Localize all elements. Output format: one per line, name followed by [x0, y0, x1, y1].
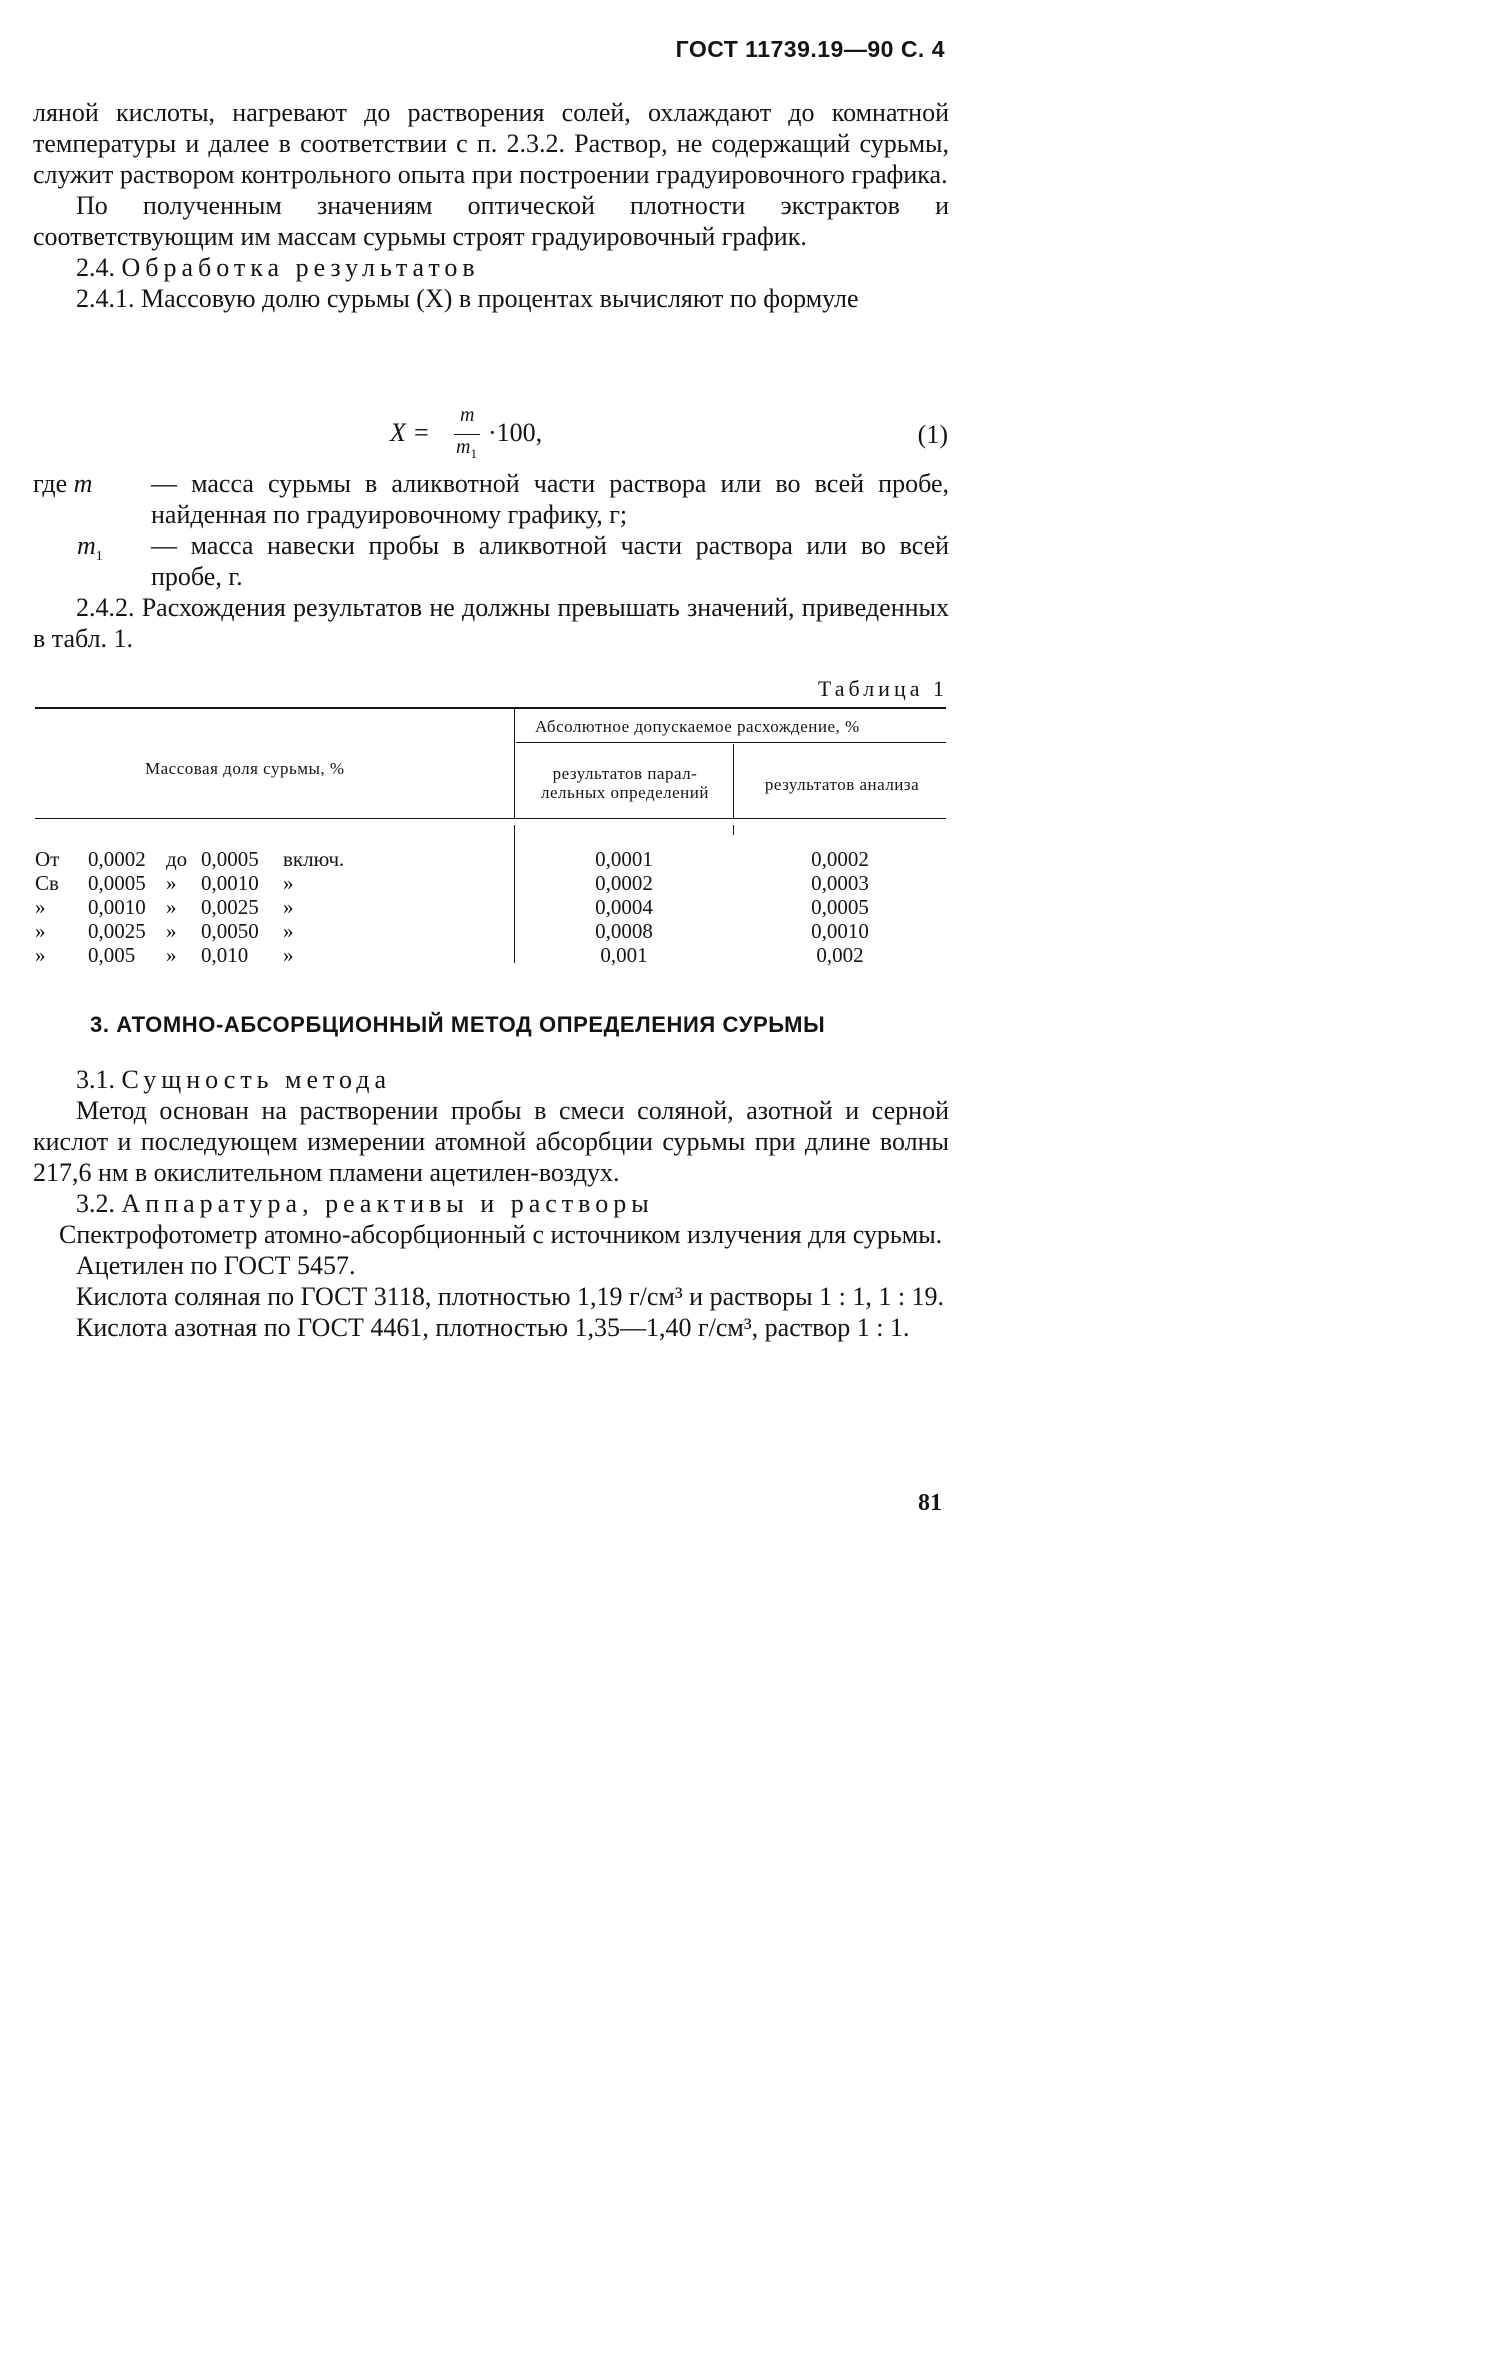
definition-m1: $m_1$ — масса навески пробы в аликвотной части раствора или во всей пробе, г.	[77, 531, 949, 591]
table-row	[35, 847, 505, 871]
table-divider-tick	[733, 825, 734, 835]
table-cell: »	[283, 943, 294, 967]
table-cell: 0,0005	[201, 847, 259, 871]
table-body-col2	[517, 847, 731, 967]
definitions-block	[33, 468, 949, 654]
table-cell: включ.	[283, 847, 345, 871]
table-cell: »	[35, 919, 46, 943]
table-cell-analysis: 0,0005	[811, 895, 869, 919]
table-cell-analysis: 0,0010	[811, 919, 869, 943]
paragraph-2-4-2: 2.4.2. Расхождения результатов не должны превышать значений, приведенных в табл. 1.	[33, 593, 949, 653]
running-header: ГОСТ 11739.19—90 С. 4	[675, 36, 945, 62]
document-page	[0, 0, 990, 1554]
page-number: 81	[918, 1490, 942, 1516]
definition-m: где m — масса сурьмы в аликвотной части раствора или во всей пробе, найденная по градуировочному графику, г;	[33, 469, 949, 529]
table-cell: »	[166, 919, 177, 943]
table-cell: 0,0005	[88, 871, 146, 895]
item-acetylene: Ацетилен по ГОСТ 5457.	[76, 1251, 356, 1280]
table-divider	[733, 744, 734, 819]
table-cell: »	[35, 895, 46, 919]
table-header-rule	[35, 818, 946, 819]
formula-lhs: X	[390, 418, 406, 447]
text-block-top	[33, 97, 949, 314]
formula-numerator: m	[460, 404, 475, 426]
item-nitric-acid: Кислота азотная по ГОСТ 4461, плотностью 1,35—1,40 г/см³, раствор 1 : 1.	[76, 1313, 910, 1342]
section-2-4-heading	[33, 252, 949, 283]
column-group-header: Абсолютное допускаемое расхождение, %	[535, 717, 860, 736]
column-header-analysis: результатов анализа	[764, 775, 920, 794]
paragraph-3-1: Метод основан на растворении пробы в смеси соляной, азотной и серной кислот и последующем измерении атомной абсорбции сурьмы при длине волны 217,6 нм в окислительном пламени ацетилен-воздух.	[33, 1096, 949, 1187]
table-cell: 0,0025	[88, 919, 146, 943]
table-row	[35, 943, 505, 967]
table-cell-parallel: 0,0002	[595, 871, 653, 895]
table-cell: Св	[35, 871, 59, 895]
table-cell: 0,0002	[88, 847, 146, 871]
table-cell: 0,005	[88, 943, 136, 967]
section-number: 2.4.	[76, 253, 115, 282]
formula-number: (1)	[917, 420, 948, 449]
table-cell: 0,0010	[88, 895, 146, 919]
column-header-parallel: результатов парал- лельных определений	[541, 764, 709, 802]
section-3-1-heading: 3.1. Сущность метода	[76, 1065, 392, 1094]
section-title: Обработка результатов	[121, 253, 480, 282]
item-spectrophotometer: Спектрофотометр атомно-абсорбционный с источником излучения для сурьмы.	[59, 1220, 943, 1249]
formula-denominator: $m_1$	[456, 436, 477, 461]
section-3-2-heading: 3.2. Аппаратура, реактивы и растворы	[76, 1189, 654, 1218]
paragraph-continuation: ляной кислоты, нагревают до растворения солей, охлаждают до комнатной температуры и далее в соответствии с п. 2.3.2. Раствор, не содержащий сурьмы, служит раствором контрольного опыта при построении градуировочного графика.	[33, 98, 949, 189]
table-cell: От	[35, 847, 60, 871]
table-cell-parallel: 0,0004	[595, 895, 653, 919]
fraction-bar	[454, 434, 480, 435]
table-cell: до	[166, 847, 188, 871]
table-cell-parallel: 0,0001	[595, 847, 653, 871]
column-header-mass-fraction: Массовая доля сурьмы, %	[145, 759, 345, 778]
table-divider	[514, 709, 515, 819]
table-cell: »	[166, 895, 177, 919]
table-1	[35, 707, 946, 967]
table-cell: 0,010	[201, 943, 249, 967]
paragraph-2-4-1: 2.4.1. Массовую долю сурьмы (X) в процентах вычисляют по формуле	[76, 284, 859, 313]
table-cell: 0,0050	[201, 919, 259, 943]
table-cell-analysis: 0,002	[816, 943, 864, 967]
table-cell-parallel: 0,001	[600, 943, 648, 967]
table-body-col3	[735, 847, 945, 967]
table-cell: »	[283, 895, 294, 919]
table-row	[35, 919, 505, 943]
table-top-rule	[35, 707, 946, 709]
table-cell-parallel: 0,0008	[595, 919, 653, 943]
table-cell-analysis: 0,0002	[811, 847, 869, 871]
section-3-heading: 3. АТОМНО-АБСОРБЦИОННЫЙ МЕТОД ОПРЕДЕЛЕНИЯ СУРЬМЫ	[90, 1012, 826, 1037]
table-row	[35, 871, 505, 895]
text-block-section-3	[33, 1064, 949, 1343]
paragraph-calibration: По полученным значениям оптической плотности экстрактов и соответствующим им массам сурьмы строят градуировочный график.	[33, 191, 949, 251]
formula-multiplier: ·100,	[488, 418, 543, 447]
table-cell: »	[35, 943, 46, 967]
table-caption: Таблица 1	[817, 676, 948, 701]
table-cell: 0,0010	[201, 871, 259, 895]
table-cell: 0,0025	[201, 895, 259, 919]
table-row	[35, 895, 505, 919]
item-hydrochloric-acid: Кислота соляная по ГОСТ 3118, плотностью 1,19 г/см³ и растворы 1 : 1, 1 : 19.	[76, 1282, 945, 1311]
table-cell-analysis: 0,0003	[811, 871, 869, 895]
table-group-rule	[516, 742, 946, 743]
table-cell: »	[166, 871, 177, 895]
formula-equals: =	[414, 418, 429, 447]
table-divider	[514, 825, 515, 963]
table-cell: »	[283, 919, 294, 943]
table-cell: »	[283, 871, 294, 895]
table-cell: »	[166, 943, 177, 967]
table-body-col1	[35, 847, 505, 967]
